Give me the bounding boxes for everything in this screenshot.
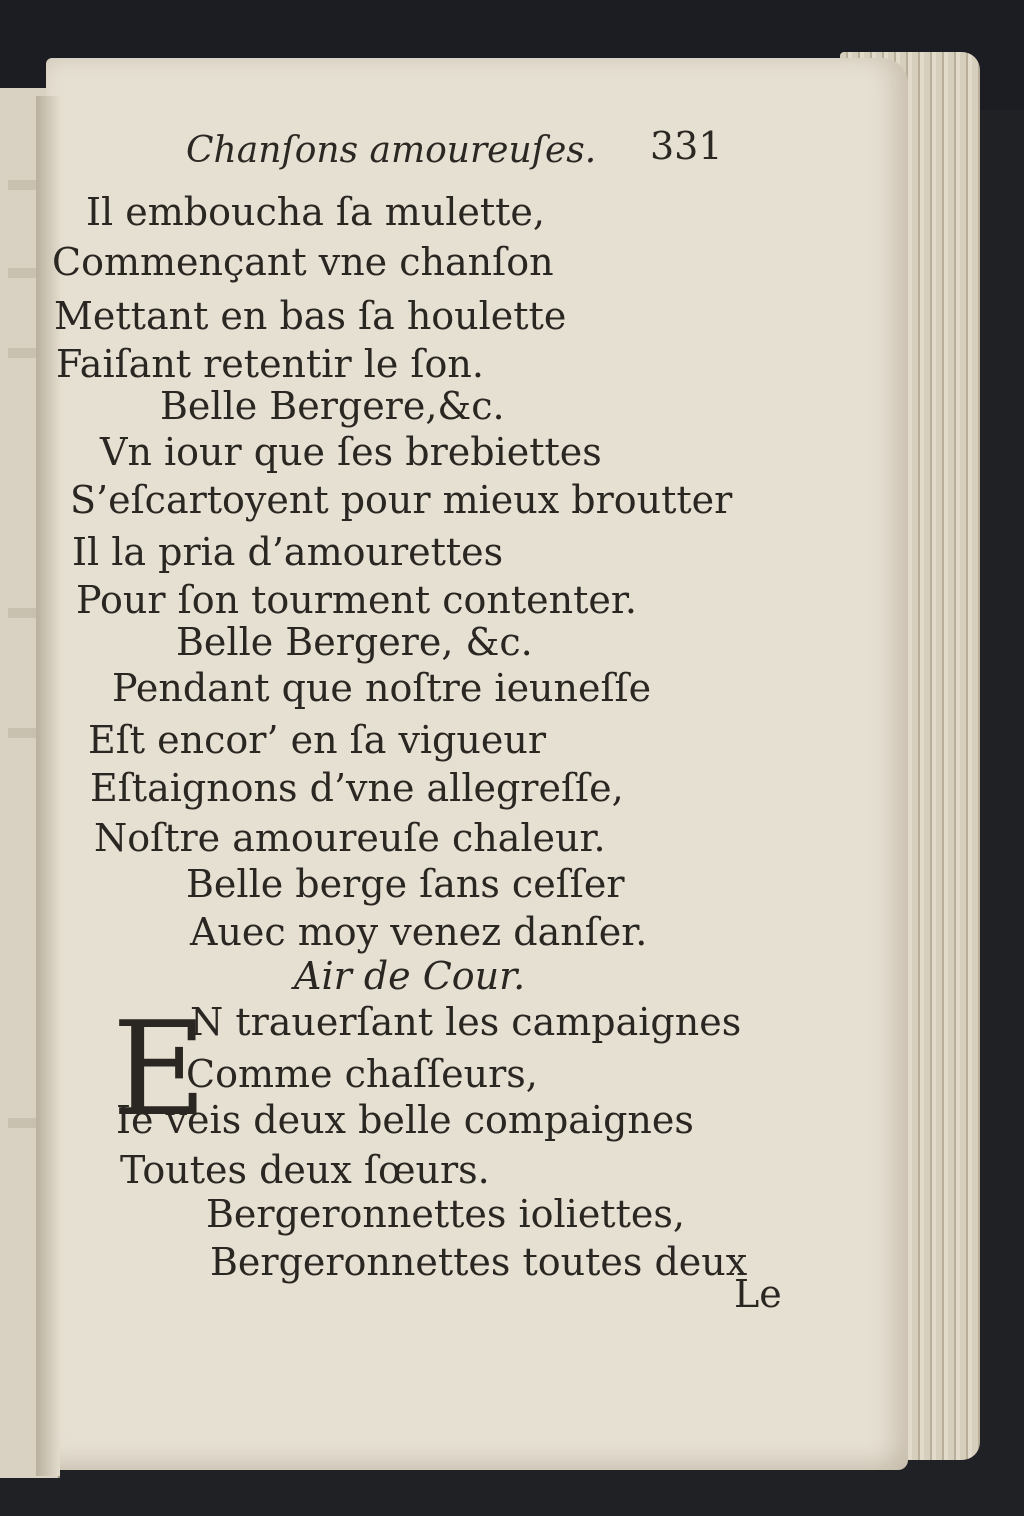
drop-cap: E (112, 993, 207, 1145)
verse-line: Il la pria d’amourettes (72, 530, 504, 574)
verse-line: Il emboucha ſa mulette, (86, 190, 545, 234)
verse-line: Belle berge ſans ceſſer (186, 862, 625, 906)
verse-line: Auec moy venez danſer. (190, 910, 648, 954)
page-header (186, 124, 723, 184)
refrain-line: Belle Bergere,&c. (160, 384, 505, 428)
song-line: Bergeronnettes ioliettes, (206, 1192, 685, 1236)
song-line: Bergeronnettes toutes deux (210, 1240, 748, 1284)
song-line: Ie veis deux belle compaignes (116, 1098, 694, 1142)
song-line: N trauerſant les campaignes (190, 1000, 742, 1044)
verse-line: Mettant en bas ſa houlette (54, 294, 567, 338)
catchword: Le (734, 1272, 782, 1316)
verse-line: Pour ſon tourment contenter. (76, 578, 637, 622)
running-head: Chanſons amoureuſes. (186, 130, 597, 171)
verse-line: Eſtaignons d’vne allegreſſe, (90, 766, 624, 810)
verse-line: Faiſant retentir le ſon. (56, 342, 484, 386)
song-line: Comme chaſſeurs, (186, 1052, 538, 1096)
verse-line: Vn iour que ſes brebiettes (100, 430, 602, 474)
verse-line: Eſt encor’ en ſa vigueur (88, 718, 546, 762)
section-heading: Air de Cour. (294, 954, 526, 998)
verse-line: Pendant que noſtre ieuneſſe (112, 666, 652, 710)
verse-line: S’eſcartoyent pour mieux broutter (70, 478, 733, 522)
verse-line: Commençant vne chanſon (52, 240, 554, 284)
verse-line: Noſtre amoureuſe chaleur. (94, 816, 606, 860)
song-line: Toutes deux ſœurs. (120, 1148, 490, 1192)
refrain-line: Belle Bergere, &c. (176, 620, 533, 664)
page-number: 331 (650, 124, 723, 168)
